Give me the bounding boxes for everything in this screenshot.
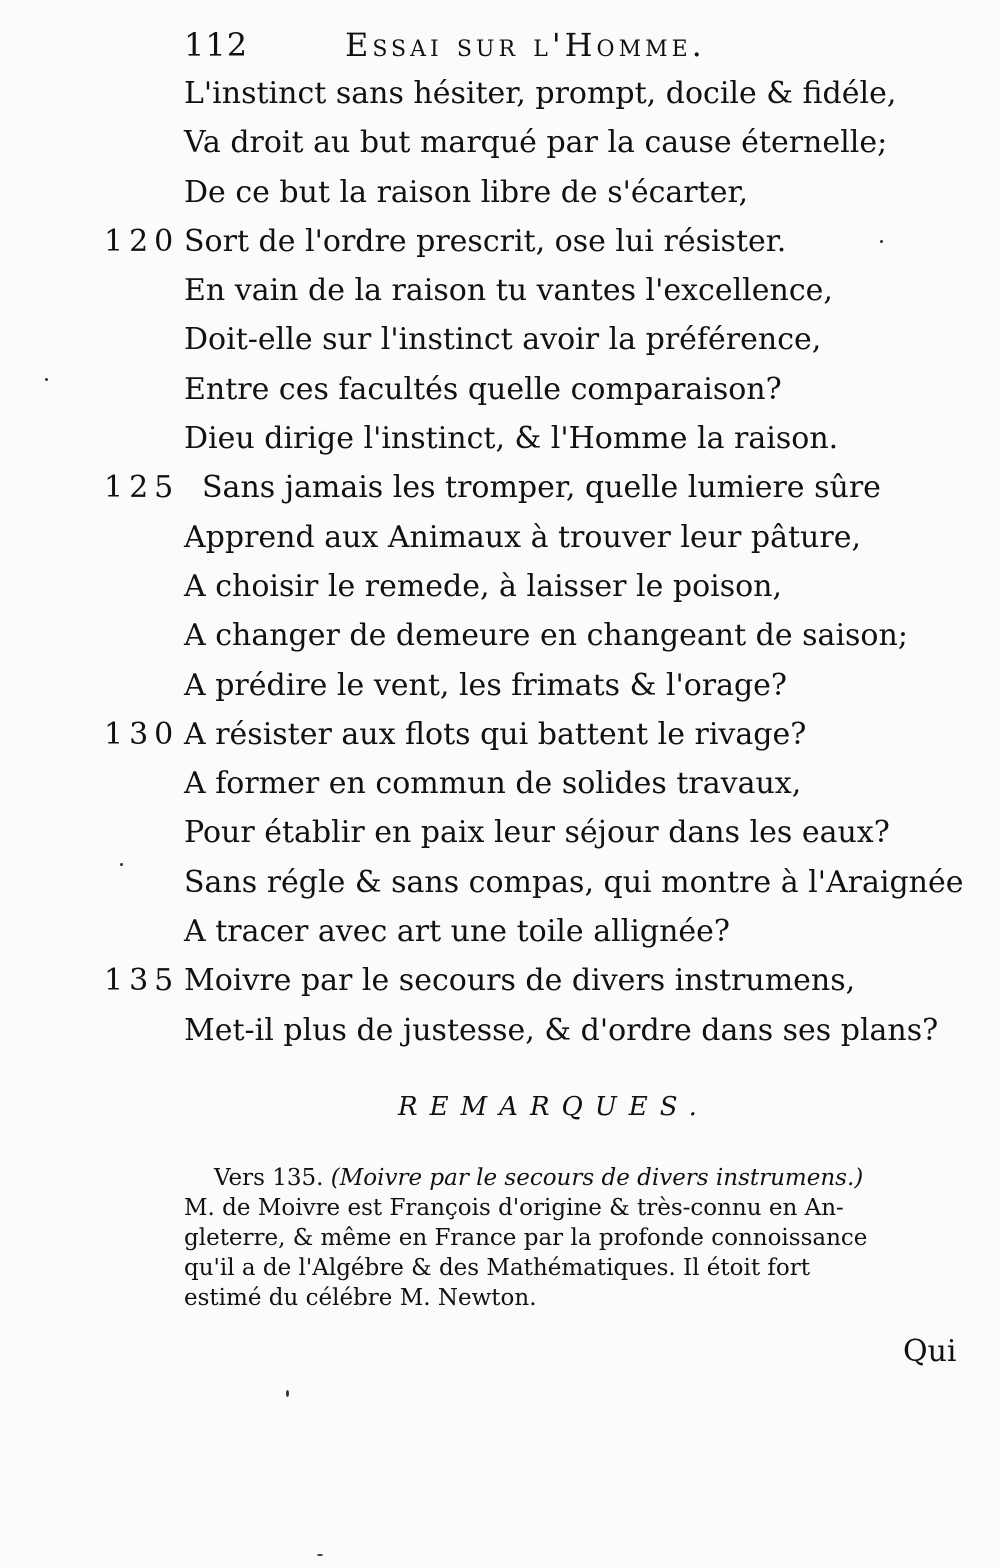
verse-line [0, 865, 1000, 914]
ink-speck [880, 240, 883, 243]
verse-text: Sans jamais les tromper, quelle lumiere sûre [202, 470, 881, 506]
verse-block [0, 76, 1000, 1062]
verse-line [0, 175, 1000, 224]
header-title: Essai sur l'Homme. [345, 26, 706, 64]
footnote-line: qu'il a de l'Algébre & des Mathématiques. Il étoit fort [184, 1255, 810, 1281]
ink-speck [45, 378, 48, 381]
ink-speck [120, 863, 123, 866]
footnote-ref: Vers 135. [214, 1165, 324, 1191]
verse-text: L'instinct sans hésiter, prompt, docile & fidéle, [184, 76, 897, 111]
line-number: 120 [104, 223, 180, 259]
footnote-line: estimé du célébre M. Newton. [184, 1285, 537, 1311]
verse-text: Entre ces facultés quelle comparaison? [184, 371, 782, 407]
verse-line [0, 717, 1000, 766]
verse-text: A résister aux flots qui battent le rivage? [184, 716, 807, 752]
line-number: 135 [104, 963, 180, 999]
verse-text: A changer de demeure en changeant de saison; [184, 618, 908, 654]
footnote-first-line [184, 1163, 904, 1193]
verse-text: En vain de la raison tu vantes l'excellence, [184, 273, 833, 309]
verse-line [0, 273, 1000, 322]
verse-text: A choisir le remede, à laisser le poison, [184, 568, 783, 604]
verse-text: De ce but la raison libre de s'écarter, [184, 174, 749, 210]
verse-text: Doit-elle sur l'instinct avoir la préférence, [184, 322, 822, 358]
verse-text: Apprend aux Animaux à trouver leur pâture, [184, 519, 862, 555]
footnote-line: gleterre, & même en France par la profonde connoissance [184, 1225, 868, 1251]
verse-text: A tracer avec art une toile allignée? [184, 914, 730, 950]
verse-line [0, 914, 1000, 963]
verse-line [0, 372, 1000, 421]
verse-text: Moivre par le secours de divers instrumens, [184, 963, 856, 999]
footnote [184, 1163, 904, 1313]
verse-line [0, 470, 1000, 519]
verse-line [0, 766, 1000, 815]
line-number: 130 [104, 716, 180, 752]
remarks-heading: REMARQUES. [398, 1092, 709, 1122]
line-number: 125 [104, 470, 180, 506]
verse-line [0, 520, 1000, 569]
verse-line [0, 1013, 1000, 1062]
verse-text: Sort de l'ordre prescrit, ose lui résister. [184, 223, 787, 259]
verse-line [0, 963, 1000, 1012]
verse-line [0, 421, 1000, 470]
verse-text: Pour établir en paix leur séjour dans les eaux? [184, 815, 890, 851]
verse-text: Va droit au but marqué par la cause éternelle; [184, 125, 888, 161]
footnote-line: M. de Moivre est François d'origine & très-connu en An- [184, 1195, 844, 1221]
verse-text: A prédire le vent, les frimats & l'orage? [184, 667, 788, 703]
verse-line [0, 125, 1000, 174]
verse-line [0, 322, 1000, 371]
verse-line [0, 76, 1000, 125]
running-head [0, 20, 1000, 68]
verse-line [0, 815, 1000, 864]
verse-text: Dieu dirige l'instinct, & l'Homme la raison. [184, 421, 839, 457]
verse-text: Sans régle & sans compas, qui montre à l'Araignée [184, 864, 964, 900]
verse-line [0, 618, 1000, 667]
verse-text: Met-il plus de justesse, & d'ordre dans ses plans? [184, 1012, 939, 1048]
ink-speck [286, 1390, 289, 1397]
verse-line [0, 224, 1000, 273]
page-number: 112 [184, 26, 249, 64]
footnote-quote: (Moivre par le secours de divers instrumens.) [330, 1165, 864, 1191]
verse-line [0, 569, 1000, 618]
verse-text: A former en commun de solides travaux, [184, 766, 802, 802]
verse-line [0, 668, 1000, 717]
ink-speck [317, 1554, 323, 1556]
catchword: Qui [903, 1334, 957, 1369]
